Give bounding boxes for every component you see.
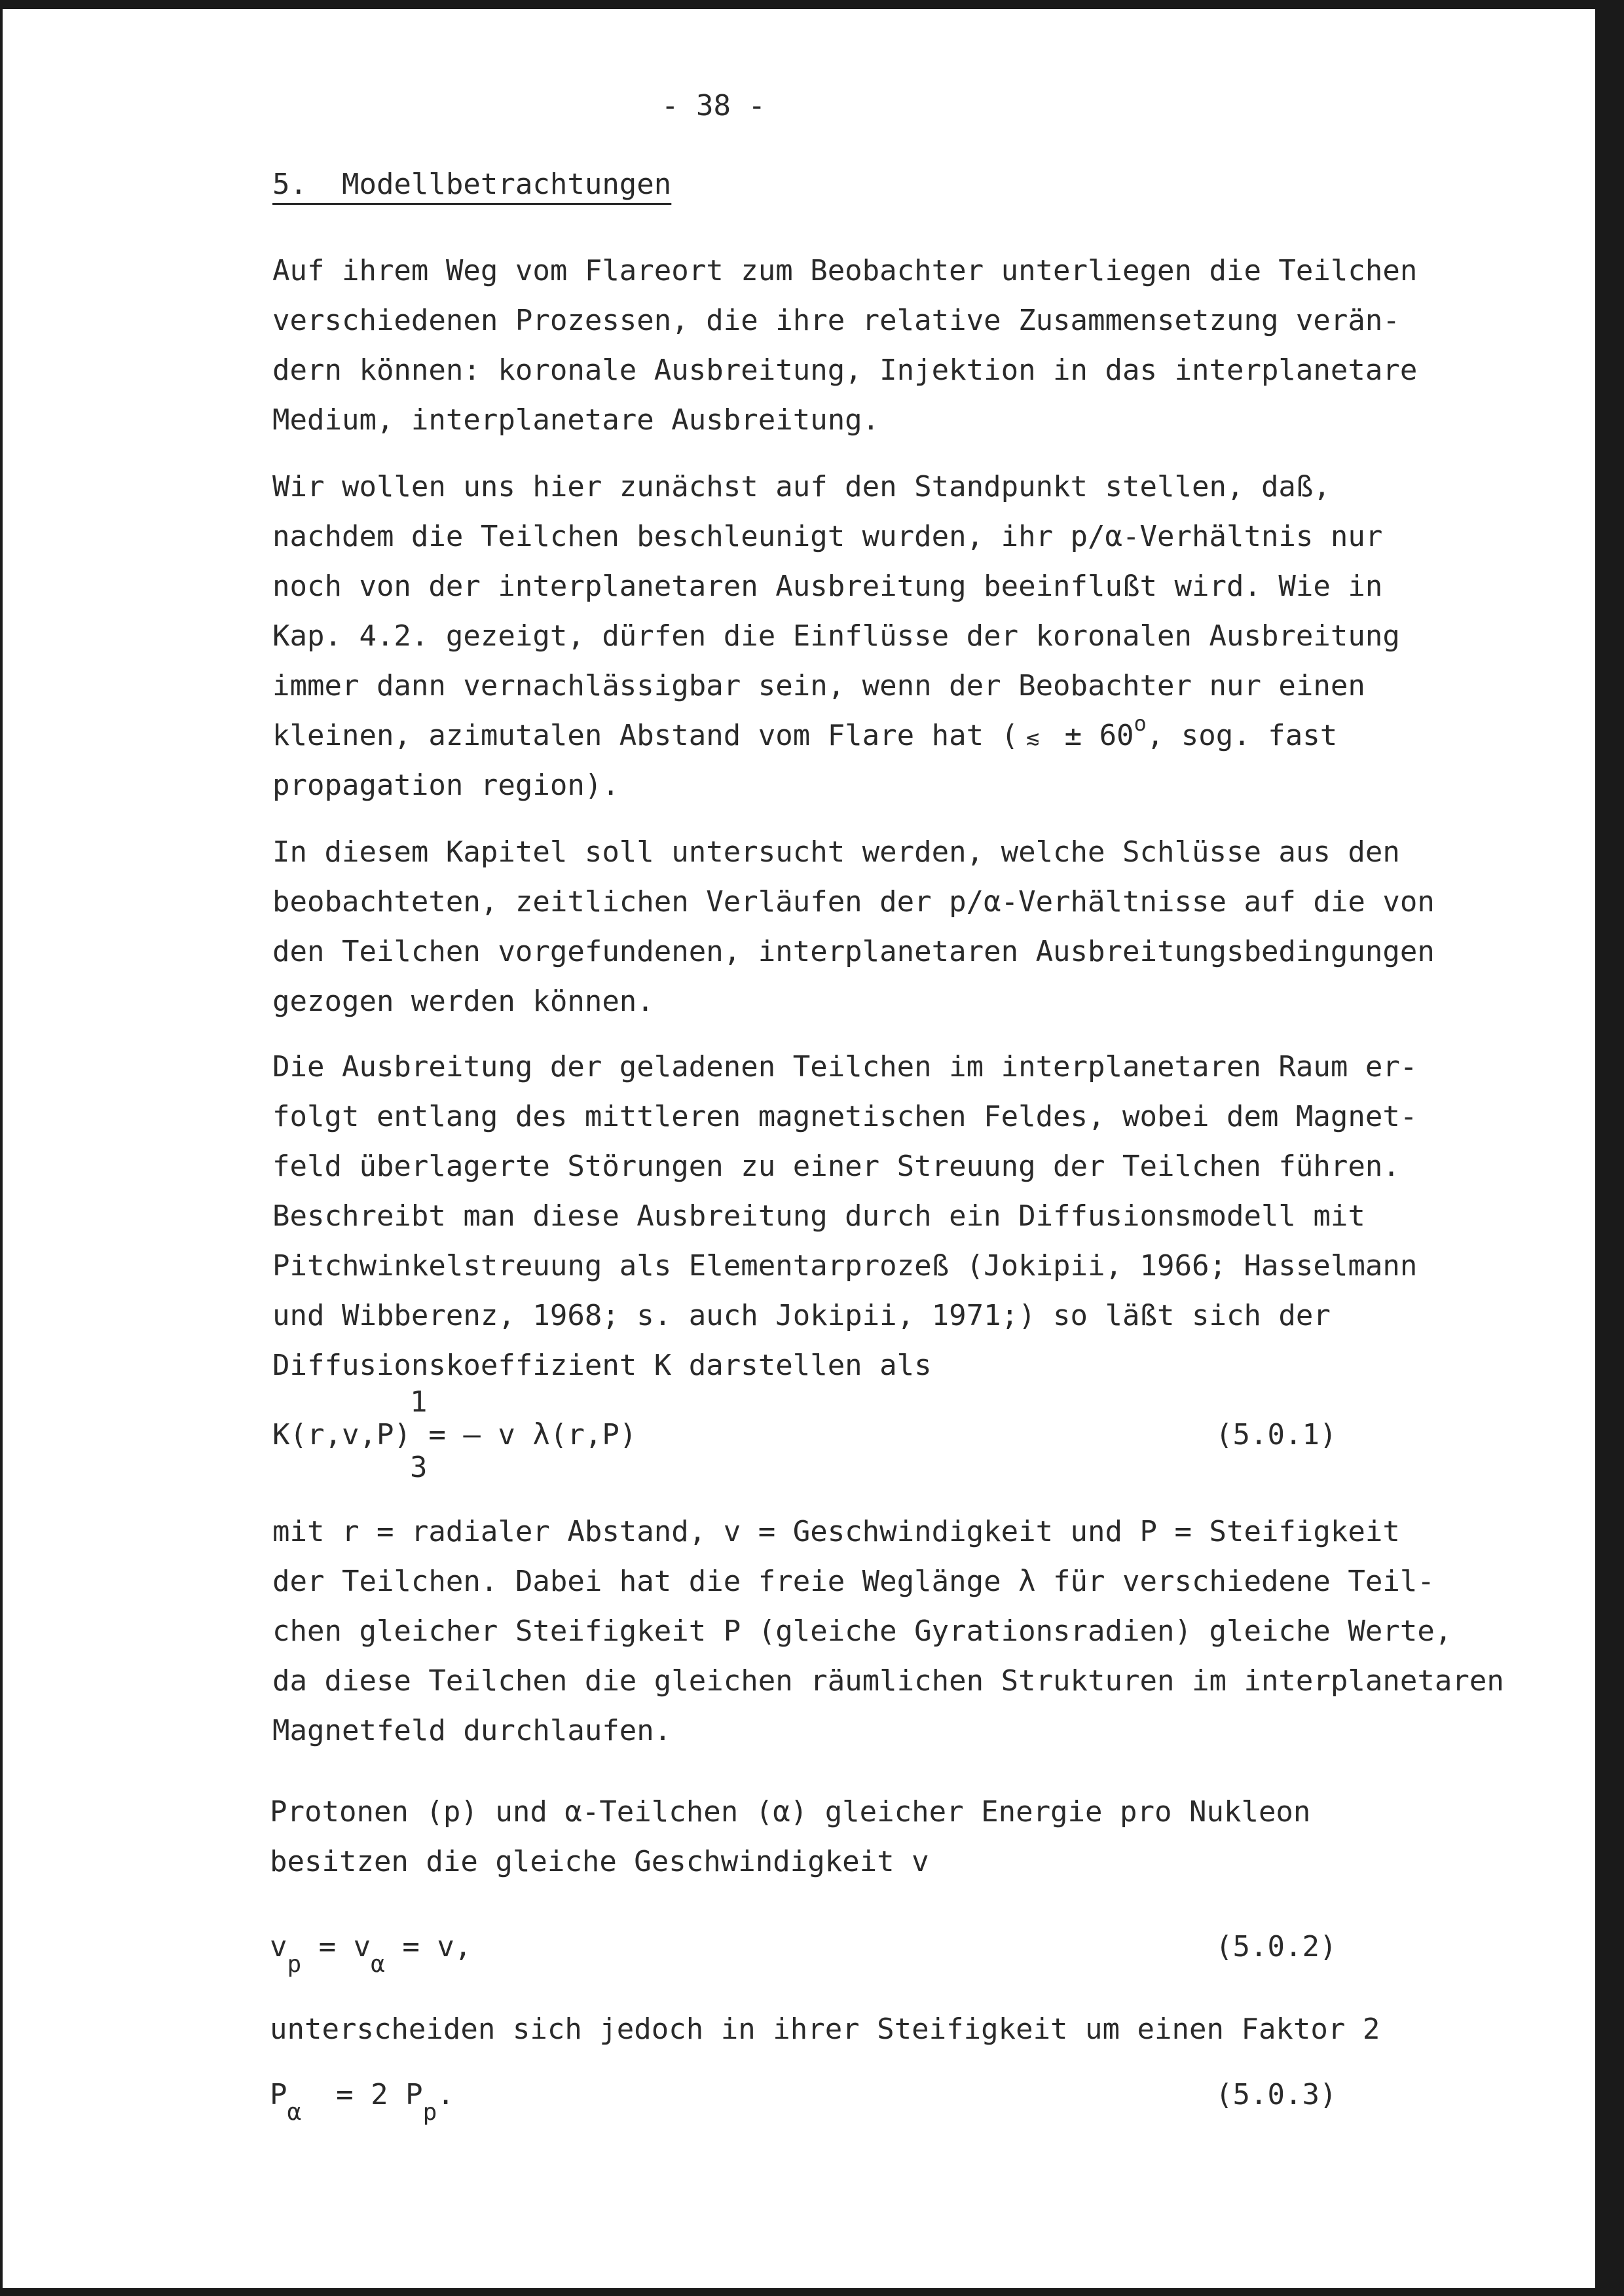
equation-lhs: K(r,v,P) = bbox=[272, 1418, 464, 1451]
text-line: nachdem die Teilchen beschleunigt wurden, ihr p/α-Verhältnis nur bbox=[272, 520, 1383, 553]
subscript: p bbox=[422, 2099, 437, 2126]
equation-symbol: . bbox=[437, 2078, 454, 2111]
text-segment: , sog. fast bbox=[1146, 719, 1338, 752]
fraction-bar: — bbox=[463, 1418, 481, 1451]
text-line: Magnetfeld durchlaufen. bbox=[272, 1714, 672, 1747]
subscript: α bbox=[371, 1951, 385, 1978]
text-line: unterscheiden sich jedoch in ihrer Steifigkeit um einen Faktor 2 bbox=[270, 2013, 1380, 2046]
equation-symbol: P bbox=[270, 2078, 287, 2111]
equation-body bbox=[270, 1930, 472, 1978]
text-line: feld überlagerte Störungen zu einer Streuung der Teilchen führen. bbox=[272, 1150, 1400, 1183]
text-line: verschiedenen Prozessen, die ihre relative Zusammensetzung verän- bbox=[272, 304, 1400, 337]
text-segment: ± 60 bbox=[1047, 719, 1134, 752]
text-line: Die Ausbreitung der geladenen Teilchen im interplanetaren Raum er- bbox=[272, 1050, 1418, 1084]
text-line: da diese Teilchen die gleichen räumlichen Strukturen im interplanetaren bbox=[272, 1664, 1504, 1698]
subscript: p bbox=[287, 1951, 302, 1978]
equation-symbol: v bbox=[270, 1930, 287, 1963]
text-line: Pitchwinkelstreuung als Elementarprozeß (Jokipii, 1966; Hasselmann bbox=[272, 1249, 1418, 1283]
degree-superscript: o bbox=[1134, 711, 1147, 736]
text-line: den Teilchen vorgefundenen, interplanetaren Ausbreitungsbedingungen bbox=[272, 935, 1435, 968]
text-line: beobachteten, zeitlichen Verläufen der p/α-Verhältnisse auf die von bbox=[272, 885, 1435, 919]
text-line: mit r = radialer Abstand, v = Geschwindigkeit und P = Steifigkeit bbox=[272, 1515, 1400, 1548]
equation-symbol: = v, bbox=[384, 1930, 472, 1963]
equation-rhs: v λ(r,P) bbox=[480, 1418, 637, 1451]
text-line: chen gleicher Steifigkeit P (gleiche Gyrationsradien) gleiche Werte, bbox=[272, 1614, 1452, 1648]
text-line: und Wibberenz, 1968; s. auch Jokipii, 1971;) so läßt sich der bbox=[272, 1299, 1331, 1332]
section-heading: 5. Modellbetrachtungen bbox=[272, 168, 672, 201]
text-line: Auf ihrem Weg vom Flareort zum Beobachter unterliegen die Teilchen bbox=[272, 254, 1418, 287]
text-line: noch von der interplanetaren Ausbreitung beeinflußt wird. Wie in bbox=[272, 570, 1383, 603]
text-line: Beschreibt man diese Ausbreitung durch ein Diffusionsmodell mit bbox=[272, 1199, 1365, 1233]
less-approx-symbol: ≲ bbox=[1025, 725, 1040, 751]
text-line: propagation region). bbox=[272, 769, 619, 802]
text-line: gezogen werden können. bbox=[272, 985, 654, 1018]
equation-number: (5.0.3) bbox=[1215, 2078, 1337, 2111]
fraction-numerator: 1 bbox=[410, 1385, 428, 1419]
text-line: der Teilchen. Dabei hat die freie Weglänge λ für verschiedene Teil- bbox=[272, 1565, 1435, 1598]
equation-number: (5.0.2) bbox=[1215, 1930, 1337, 1963]
equation-symbol: = 2 P bbox=[301, 2078, 423, 2111]
text-line: In diesem Kapitel soll untersucht werden, welche Schlüsse aus den bbox=[272, 835, 1400, 869]
text-line: Medium, interplanetare Ausbreitung. bbox=[272, 403, 880, 437]
text-line: Kap. 4.2. gezeigt, dürfen die Einflüsse der koronalen Ausbreitung bbox=[272, 619, 1400, 653]
text-line: besitzen die gleiche Geschwindigkeit v bbox=[270, 1845, 929, 1878]
text-line-with-symbol bbox=[272, 711, 1338, 752]
page-number: - 38 - bbox=[661, 89, 766, 122]
text-line: immer dann vernachlässigbar sein, wenn der Beobachter nur einen bbox=[272, 669, 1365, 702]
equation-symbol: = v bbox=[301, 1930, 371, 1963]
equation-number: (5.0.1) bbox=[1215, 1418, 1337, 1451]
text-line: folgt entlang des mittleren magnetischen Feldes, wobei dem Magnet- bbox=[272, 1100, 1418, 1133]
equation-body bbox=[272, 1418, 637, 1451]
equation-body bbox=[270, 2078, 454, 2126]
text-line: dern können: koronale Ausbreitung, Injektion in das interplanetare bbox=[272, 354, 1418, 387]
text-segment: kleinen, azimutalen Abstand vom Flare hat ( bbox=[272, 719, 1019, 752]
text-line: Wir wollen uns hier zunächst auf den Standpunkt stellen, daß, bbox=[272, 470, 1331, 503]
fraction-denominator: 3 bbox=[410, 1451, 428, 1484]
text-line: Protonen (p) und α-Teilchen (α) gleicher Energie pro Nukleon bbox=[270, 1795, 1311, 1829]
subscript: α bbox=[287, 2099, 302, 2126]
text-line: Diffusionskoeffizient K darstellen als bbox=[272, 1349, 932, 1382]
